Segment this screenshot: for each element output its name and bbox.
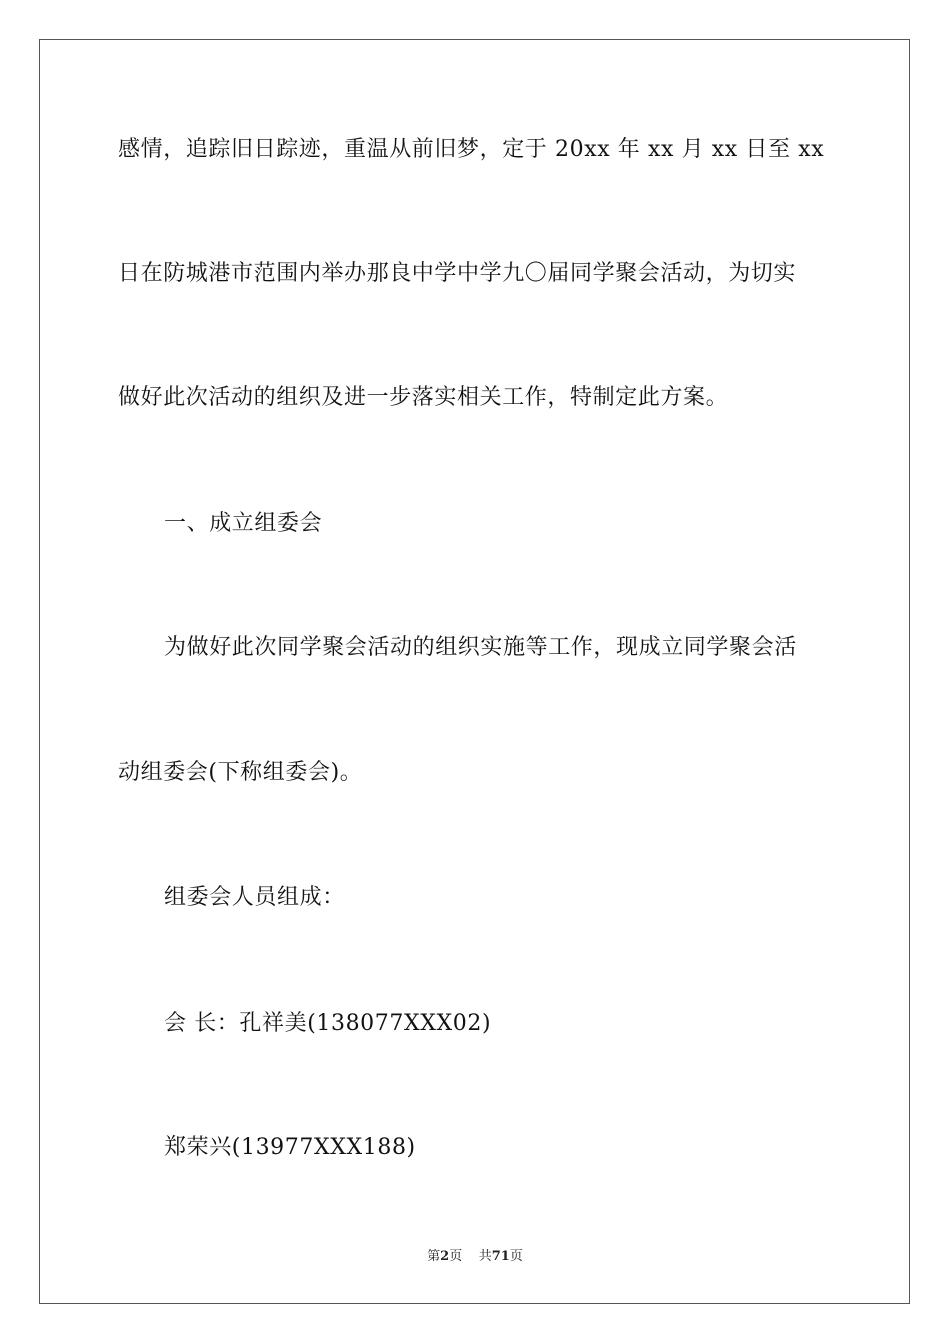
body-line-5: 为做好此次同学聚会活动的组织实施等工作，现成立同学聚会活: [164, 635, 797, 660]
body-line-1: 感情，追踪旧日踪迹，重温从前旧梦，定于 20xx 年 xx 月 xx 日至 xx: [118, 137, 825, 162]
footer-total-pages: 71: [491, 1249, 510, 1264]
body-line-2: 日在防城港市范围内举办那良中学中学九〇届同学聚会活动，为切实: [118, 261, 797, 286]
committee-member: 郑荣兴(13977XXX188): [164, 1135, 416, 1160]
body-line-3: 做好此次活动的组织及进一步落实相关工作，特制定此方案。: [118, 385, 729, 410]
footer-page-prefix: 第: [427, 1249, 441, 1264]
footer-page-number: 2: [440, 1249, 450, 1264]
footer-total-suffix: 页: [509, 1249, 523, 1264]
footer-total-prefix: 共: [478, 1249, 492, 1264]
page-border: [39, 39, 910, 1304]
page-footer: [0, 1248, 950, 1266]
committee-president: 会 长：孔祥美(138077XXX02): [164, 1011, 492, 1036]
committee-composition-label: 组委会人员组成：: [164, 885, 345, 910]
section-heading: 一、成立组委会: [164, 511, 323, 536]
body-line-6: 动组委会(下称组委会)。: [118, 760, 363, 785]
footer-page-suffix: 页: [449, 1249, 463, 1264]
